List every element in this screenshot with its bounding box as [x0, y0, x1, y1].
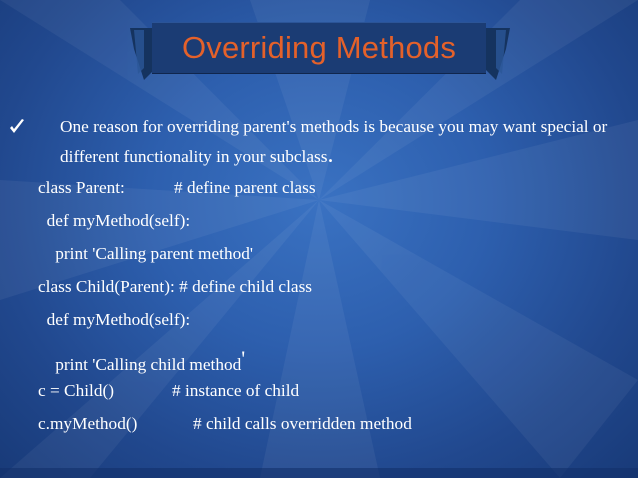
bullet-text-end: . — [327, 142, 334, 168]
bullet-text-main: One reason for overriding parent's methods is because you may want special or different functionality in your subclass — [60, 117, 608, 166]
code-line-4: class Child(Parent): # define child class — [38, 277, 313, 296]
title-banner — [130, 18, 510, 80]
code-line-7: c = Child() — [38, 381, 114, 400]
code-line-2: def myMethod(self): — [38, 211, 191, 230]
code-line-8: c.myMethod() — [38, 414, 138, 433]
code-line-6-quote: ' — [241, 346, 246, 371]
code-line-5: def myMethod(self): — [38, 310, 191, 329]
bullet-text — [60, 112, 610, 171]
code-comment-7: # instance of child — [172, 381, 300, 400]
code-comment-8: # child calls overridden method — [193, 414, 412, 433]
code-line-6-text: print 'Calling child method — [38, 355, 242, 374]
code-line-6 — [38, 346, 245, 375]
checkmark-icon — [8, 118, 26, 136]
code-line-3: print 'Calling parent method' — [38, 244, 254, 263]
code-line-1: class Parent: — [38, 178, 125, 197]
code-comment-1: # define parent class — [174, 178, 316, 197]
title-box — [152, 22, 486, 74]
slide-title: Overriding Methods — [181, 30, 457, 65]
